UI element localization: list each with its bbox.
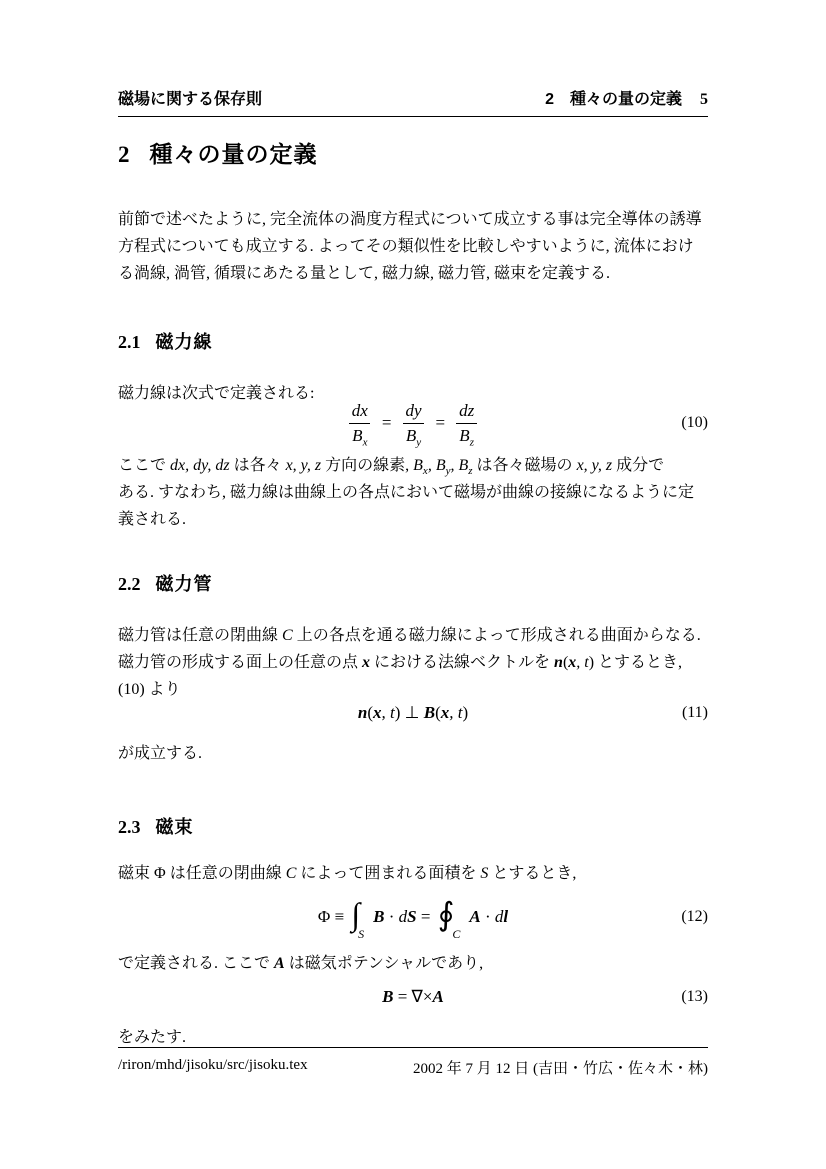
equation-13 bbox=[118, 984, 708, 1010]
equation-body: B = ∇×A bbox=[382, 987, 444, 1006]
header-left-title: 磁場に関する保存則 bbox=[118, 91, 263, 108]
subsection-label: 磁力線 bbox=[155, 332, 213, 352]
fraction-dz-Bz bbox=[456, 400, 477, 448]
equation-number: (12) bbox=[681, 908, 708, 925]
equation-number: (13) bbox=[681, 988, 708, 1005]
text-line: 方程式についても成立する. よってその類似性を比較しやすいように, 流体におけ bbox=[118, 238, 694, 255]
section-label: 種々の量の定義 bbox=[149, 141, 318, 167]
text-line: 磁力管の形成する面上の任意の点 x における法線ベクトルを n(x, t) とするとき, bbox=[118, 654, 683, 671]
equation-12 bbox=[118, 888, 708, 946]
text-line: ある. すなわち, 磁力線は曲線上の各点において磁場が曲線の接線になるように定 bbox=[118, 484, 695, 501]
paragraph-2-3-lead bbox=[118, 860, 710, 887]
header-right bbox=[545, 86, 708, 109]
paragraph-after-12 bbox=[118, 950, 710, 977]
header-section-title: 2 種々の量の定義 bbox=[545, 91, 682, 108]
fraction-numerator: dx bbox=[351, 400, 368, 420]
fraction-denominator bbox=[403, 423, 424, 446]
paragraph-2-1 bbox=[118, 452, 710, 533]
denominator-subscript: y bbox=[416, 435, 422, 448]
equals-sign: = bbox=[435, 413, 446, 432]
subsection-number: 2.2 bbox=[118, 574, 141, 594]
text-line: 磁力線は次式で定義される: bbox=[118, 385, 315, 402]
fraction-dx-Bx bbox=[349, 400, 371, 448]
footer-file-path: /riron/mhd/jisoku/src/jisoku.tex bbox=[118, 1057, 308, 1073]
paragraph-after-11 bbox=[118, 740, 710, 767]
text-line: 義される. bbox=[118, 511, 187, 528]
section-number: 2 bbox=[118, 142, 130, 167]
equation-body: n(x, t) ⊥ B(x, t) bbox=[357, 703, 469, 722]
text-line: る渦線, 渦管, 循環にあたる量として, 磁力線, 磁力管, 磁束を定義する. bbox=[118, 265, 611, 282]
text-line: 前節で述べたように, 完全流体の渦度方程式について成立する事は完全導体の誘導 bbox=[118, 211, 702, 228]
section-title bbox=[118, 136, 318, 169]
denominator-subscript: z bbox=[469, 435, 474, 448]
footer-date-authors: 2002 年 7 月 12 日 (吉田・竹広・佐々木・林) bbox=[413, 1061, 708, 1077]
subsection-heading-2-1 bbox=[118, 328, 213, 354]
denominator-base: B bbox=[405, 425, 417, 445]
page-footer bbox=[118, 1047, 708, 1078]
equation-number: (10) bbox=[681, 414, 708, 431]
subsection-number: 2.1 bbox=[118, 332, 141, 352]
text-line: が成立する. bbox=[118, 745, 203, 762]
denominator-base: B bbox=[352, 425, 363, 445]
text-line: 磁束 Φ は任意の閉曲線 C によって囲まれる面積を S とするとき, bbox=[118, 865, 577, 882]
equals-sign: = bbox=[381, 413, 392, 432]
text-line: 磁力管は任意の閉曲線 C 上の各点を通る磁力線によって形成される曲面からなる. bbox=[118, 627, 701, 644]
subsection-number: 2.3 bbox=[118, 817, 141, 837]
subsection-label: 磁力管 bbox=[155, 574, 213, 594]
subsection-heading-2-2 bbox=[118, 570, 213, 596]
text-line: で定義される. ここで A は磁気ポテンシャルであり, bbox=[118, 955, 484, 972]
subsection-heading-2-3 bbox=[118, 813, 194, 839]
equation-10 bbox=[118, 398, 708, 448]
text-line: をみたす. bbox=[118, 1029, 187, 1046]
paragraph-2-2 bbox=[118, 622, 710, 703]
fraction-numerator: dy bbox=[405, 400, 422, 420]
page-header bbox=[118, 86, 708, 117]
text-line: (10) より bbox=[118, 681, 181, 698]
intro-paragraph bbox=[118, 206, 710, 287]
subsection-label: 磁束 bbox=[155, 817, 194, 837]
denominator-subscript: x bbox=[362, 435, 368, 448]
fraction-denominator bbox=[349, 423, 370, 446]
equation-body: $\Phi \equiv \int_SB$ · dS = $∮_CA$ · dl bbox=[317, 896, 509, 942]
fraction-numerator: dz bbox=[459, 400, 475, 420]
header-page-number: 5 bbox=[700, 91, 708, 108]
equation-number: (11) bbox=[681, 704, 708, 721]
fraction-dy-By bbox=[402, 400, 424, 448]
equation-11 bbox=[118, 700, 708, 726]
text-line: ここで dx, dy, dz は各々 x, y, z 方向の線素, $B_x$, $B_y$, $B_z$ は各々磁場の x, y, z 成分で bbox=[118, 457, 665, 478]
denominator-base: B bbox=[459, 425, 470, 445]
fraction-denominator bbox=[456, 423, 477, 446]
